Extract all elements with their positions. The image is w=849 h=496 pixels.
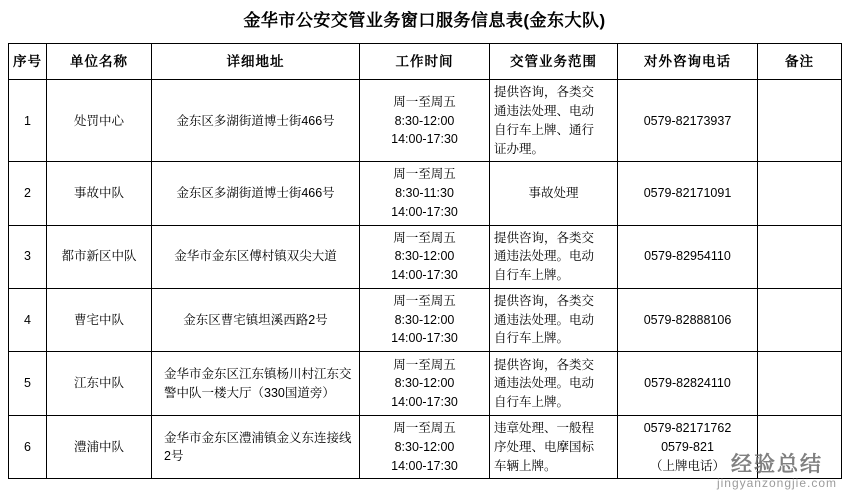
cell-scope bbox=[490, 80, 618, 162]
cell-phone bbox=[618, 162, 758, 225]
scope-line: 通违法处理。电动 bbox=[494, 249, 595, 264]
column-header-address: 详细地址 bbox=[152, 44, 360, 80]
worktime-line: 8:30-12:00 bbox=[394, 439, 455, 454]
phone-line: 0579-82954110 bbox=[644, 249, 731, 264]
scope-line: 提供咨询，各类交 bbox=[494, 293, 595, 308]
column-header-no: 序号 bbox=[9, 44, 47, 80]
cell-address: 金东区多湖街道博士街466号 bbox=[152, 80, 360, 162]
cell-remark bbox=[758, 162, 842, 225]
worktime-line: 8:30-11:30 bbox=[395, 186, 454, 201]
scope-line: 自行车上牌。 bbox=[494, 395, 570, 410]
worktime-line: 8:30-12:00 bbox=[394, 376, 455, 391]
cell-address bbox=[152, 416, 360, 479]
worktime-line: 周一至周五 bbox=[393, 357, 456, 372]
cell-no: 6 bbox=[9, 416, 47, 479]
cell-phone bbox=[618, 80, 758, 162]
cell-remark bbox=[758, 288, 842, 351]
table-row bbox=[9, 162, 842, 225]
table-row bbox=[9, 416, 842, 479]
worktime-line: 14:00-17:30 bbox=[391, 268, 458, 283]
phone-line: 0579-82888106 bbox=[643, 312, 732, 327]
column-header-phone: 对外咨询电话 bbox=[618, 44, 758, 80]
scope-line: 车辆上牌。 bbox=[494, 458, 557, 473]
table-row bbox=[9, 288, 842, 351]
cell-phone bbox=[618, 416, 758, 479]
watermark-main-text: 经验总结 bbox=[730, 452, 823, 476]
cell-no: 5 bbox=[9, 352, 47, 416]
cell-unit: 都市新区中队 bbox=[47, 225, 152, 288]
scope-line: 自行车上牌。 bbox=[494, 268, 570, 283]
service-info-table bbox=[8, 43, 842, 479]
cell-address bbox=[152, 352, 360, 416]
cell-address: 金东区多湖街道博士街466号 bbox=[152, 162, 360, 225]
cell-remark bbox=[758, 225, 842, 288]
scope-line: 自行车上牌、通行 bbox=[494, 122, 595, 137]
scope-line: 证办理。 bbox=[494, 141, 545, 156]
cell-address: 金东区曹宅镇坦溪西路2号 bbox=[152, 288, 360, 351]
cell-scope bbox=[490, 162, 618, 225]
scope-line: 通违法处理。电动 bbox=[494, 376, 595, 391]
cell-no: 3 bbox=[9, 225, 47, 288]
worktime-line: 14:00-17:30 bbox=[391, 132, 458, 147]
cell-phone bbox=[618, 288, 758, 351]
worktime-line: 周一至周五 bbox=[393, 421, 456, 436]
phone-line: （上牌电话） bbox=[649, 458, 725, 473]
cell-no: 2 bbox=[9, 162, 47, 225]
column-header-worktime: 工作时间 bbox=[360, 44, 490, 80]
cell-unit: 处罚中心 bbox=[47, 80, 152, 162]
worktime-line: 14:00-17:30 bbox=[391, 204, 458, 219]
cell-scope bbox=[490, 352, 618, 416]
watermark-sub-text: jingyanzongjie.com bbox=[716, 476, 837, 490]
phone-line: 0579-82824110 bbox=[644, 376, 731, 391]
worktime-line: 8:30-12:00 bbox=[394, 249, 455, 264]
table-row bbox=[9, 225, 842, 288]
phone-line: 0579-82171762 bbox=[643, 421, 732, 436]
cell-remark bbox=[758, 352, 842, 416]
cell-no: 4 bbox=[9, 288, 47, 351]
phone-line: 0579-82171091 bbox=[643, 186, 732, 201]
table-row bbox=[9, 352, 842, 416]
scope-line: 通违法处理、电动 bbox=[494, 104, 595, 119]
cell-unit: 澧浦中队 bbox=[47, 416, 152, 479]
phone-line: 0579-821 bbox=[661, 439, 714, 454]
cell-unit: 江东中队 bbox=[47, 352, 152, 416]
column-header-remark: 备注 bbox=[758, 44, 842, 80]
worktime-line: 周一至周五 bbox=[393, 167, 456, 182]
worktime-line: 8:30-12:00 bbox=[394, 113, 455, 128]
cell-remark bbox=[758, 416, 842, 479]
cell-worktime bbox=[360, 80, 490, 162]
cell-worktime bbox=[360, 225, 490, 288]
table-row bbox=[9, 80, 842, 162]
scope-line: 违章处理、一般程 bbox=[494, 421, 595, 436]
cell-remark bbox=[758, 80, 842, 162]
cell-worktime bbox=[360, 162, 490, 225]
column-header-unit: 单位名称 bbox=[47, 44, 152, 80]
worktime-line: 14:00-17:30 bbox=[391, 458, 458, 473]
scope-line: 事故处理 bbox=[528, 186, 579, 201]
cell-worktime bbox=[360, 352, 490, 416]
worktime-line: 14:00-17:30 bbox=[391, 331, 458, 346]
address-text: 金华市金东区澧浦镇金义东连接线2号 bbox=[164, 430, 352, 464]
cell-unit: 事故中队 bbox=[47, 162, 152, 225]
phone-line: 0579-82173937 bbox=[643, 113, 732, 128]
column-header-scope: 交管业务范围 bbox=[490, 44, 618, 80]
cell-unit: 曹宅中队 bbox=[47, 288, 152, 351]
scope-line: 自行车上牌。 bbox=[494, 331, 570, 346]
cell-worktime bbox=[360, 416, 490, 479]
scope-line: 通违法处理。电动 bbox=[494, 312, 595, 327]
scope-line: 提供咨询，各类交 bbox=[494, 85, 595, 100]
table-header-row bbox=[9, 44, 842, 80]
worktime-line: 周一至周五 bbox=[393, 230, 456, 245]
cell-address: 金华市金东区傅村镇双尖大道 bbox=[152, 225, 360, 288]
cell-scope bbox=[490, 225, 618, 288]
worktime-line: 14:00-17:30 bbox=[391, 395, 458, 410]
cell-phone bbox=[618, 225, 758, 288]
address-text: 金华市金东区江东镇杨川村江东交警中队一楼大厅（330国道旁） bbox=[164, 366, 352, 400]
worktime-line: 周一至周五 bbox=[393, 94, 456, 109]
cell-phone bbox=[618, 352, 758, 416]
cell-scope bbox=[490, 416, 618, 479]
page-title: 金华市公安交管业务窗口服务信息表(金东大队) bbox=[243, 11, 606, 30]
cell-worktime bbox=[360, 288, 490, 351]
cell-scope bbox=[490, 288, 618, 351]
scope-line: 提供咨询，各类交 bbox=[494, 357, 595, 372]
worktime-line: 周一至周五 bbox=[393, 293, 456, 308]
scope-line: 序处理、电摩国标 bbox=[494, 439, 595, 454]
cell-no: 1 bbox=[9, 80, 47, 162]
worktime-line: 8:30-12:00 bbox=[394, 312, 455, 327]
scope-line: 提供咨询，各类交 bbox=[494, 230, 595, 245]
